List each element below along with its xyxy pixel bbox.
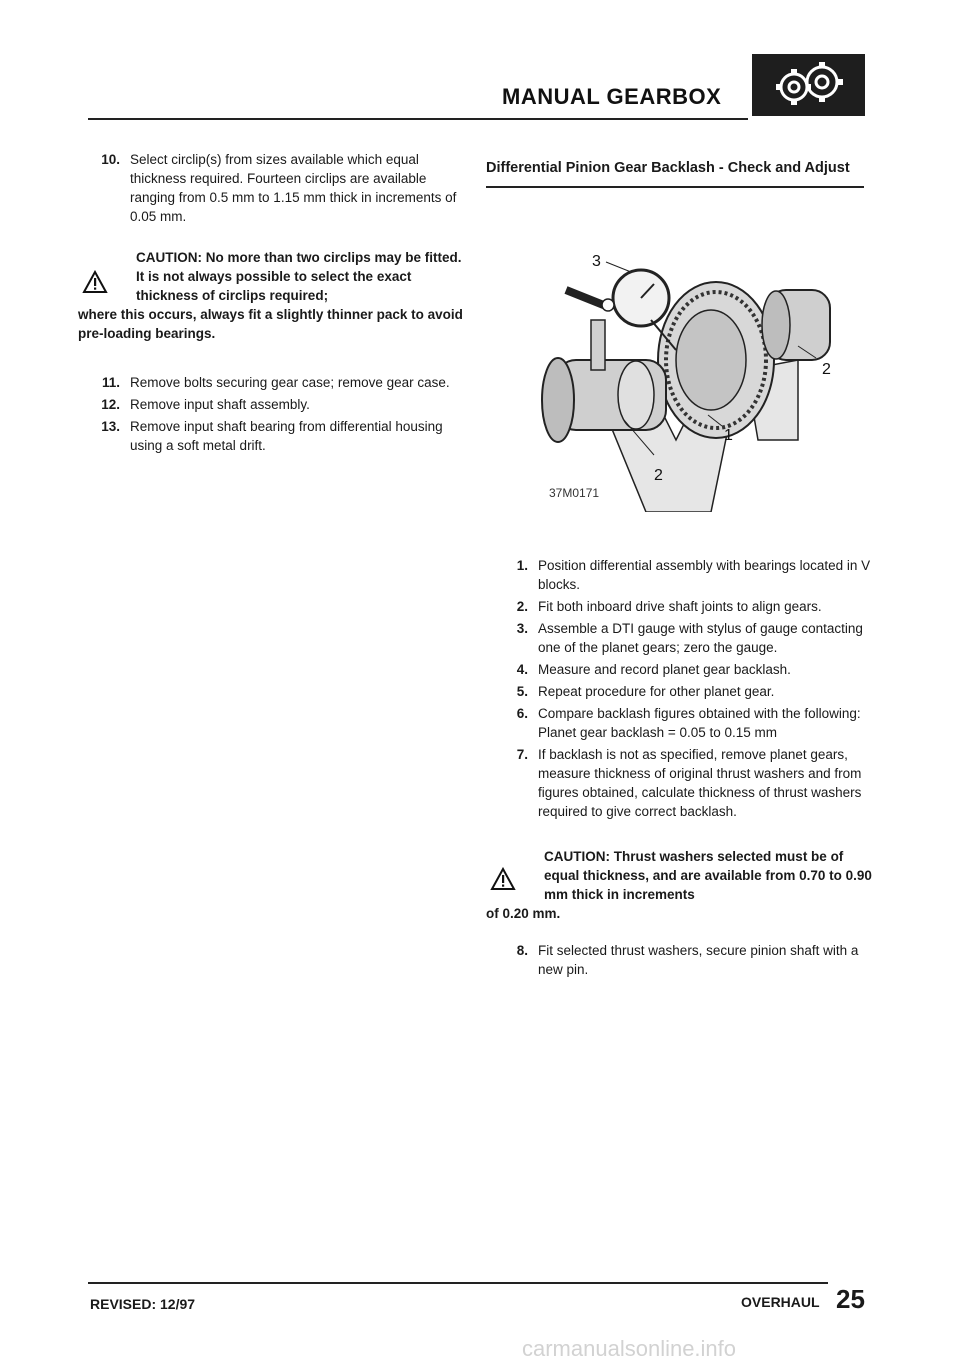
step-text: Measure and record planet gear backlash.	[538, 662, 791, 677]
left-column	[78, 150, 463, 458]
step-number: 3.	[516, 621, 528, 636]
step-item	[486, 682, 876, 701]
step-text: If backlash is not as specified, remove planet gears, measure thickness of original thrust washers and from figures obtained, calculate thickness of thrust washers required to give correct backlash.	[538, 747, 862, 819]
callout-label: 2	[654, 467, 663, 484]
gearbox-gears-icon	[752, 54, 865, 116]
steps-11-13	[78, 373, 463, 455]
step-number: 1.	[516, 558, 528, 573]
right-column-header	[486, 150, 876, 188]
callout-label: 1	[724, 427, 733, 444]
step-text: Remove bolts securing gear case; remove gear case.	[130, 375, 450, 390]
step-number: 10.	[101, 152, 120, 167]
step-item	[486, 619, 876, 657]
left-joint-end	[542, 358, 574, 442]
step-number: 4.	[516, 662, 528, 677]
step-item	[486, 556, 876, 594]
revision-date: REVISED: 12/97	[90, 1296, 196, 1312]
step-item	[78, 373, 463, 392]
steps-10	[78, 150, 463, 226]
caution-lead-text: CAUTION: Thrust washers selected must be of equal thickness, and are available from 0.70 to 0.90 mm thick in increments	[544, 849, 872, 902]
caution-tail-text: where this occurs, always fit a slightly thinner pack to avoid pre-loading bearings.	[78, 307, 463, 341]
footer-rule	[88, 1282, 828, 1284]
callout-3-line	[606, 262, 631, 272]
step-item	[486, 660, 876, 679]
step-text: Remove input shaft assembly.	[130, 397, 310, 412]
step-item	[486, 745, 876, 821]
step-text: Repeat procedure for other planet gear.	[538, 684, 775, 699]
step-number: 13.	[101, 419, 120, 434]
step-text: Compare backlash figures obtained with the following: Planet gear backlash = 0.05 to 0.15 mm	[538, 706, 861, 740]
left-bearing	[618, 361, 654, 429]
caution-tail-text: of 0.20 mm.	[486, 906, 561, 921]
step-text: Fit both inboard drive shaft joints to align gears.	[538, 599, 822, 614]
callout-label: 3	[592, 253, 601, 270]
step-item	[486, 704, 876, 742]
warning-triangle-icon	[82, 270, 108, 294]
step-item	[486, 597, 876, 616]
header-rule	[88, 118, 748, 120]
page-number: 25	[836, 1284, 865, 1314]
section-name: OVERHAUL	[741, 1294, 820, 1310]
gauge-stand	[591, 320, 605, 370]
section-title: Differential Pinion Gear Backlash - Check and Adjust	[486, 160, 850, 176]
step-item	[486, 941, 876, 979]
step-text: Assemble a DTI gauge with stylus of gauge contacting one of the planet gears; zero the gauge.	[538, 621, 863, 655]
step-text: Fit selected thrust washers, secure pinion shaft with a new pin.	[538, 943, 859, 977]
caution-thrust-washers	[486, 847, 876, 923]
step-text: Select circlip(s) from sizes available which equal thickness required. Fourteen circlips are available ranging from 0.5 mm to 1.15 mm thick in increments of 0.05 mm.	[130, 152, 457, 224]
step-item	[78, 417, 463, 455]
step-number: 2.	[516, 599, 528, 614]
differential-backlash-figure	[536, 250, 836, 512]
caution-circlips	[78, 248, 463, 343]
differential-housing	[676, 310, 746, 410]
caution-lead-text: CAUTION: No more than two circlips may be fitted. It is not always possible to select the exact thickness of circlips required;	[136, 250, 462, 303]
watermark-text: carmanualsonline.info	[522, 1336, 737, 1361]
page-header-title: MANUAL GEARBOX	[502, 84, 722, 109]
step-number: 11.	[101, 375, 120, 390]
right-column-body	[486, 556, 876, 982]
step-text: Remove input shaft bearing from differential housing using a soft metal drift.	[130, 419, 443, 453]
gauge-clamp	[602, 299, 614, 311]
step-item	[78, 150, 463, 226]
callout-label: 2	[822, 361, 831, 378]
step-number: 5.	[516, 684, 528, 699]
section-rule	[486, 186, 864, 188]
step-text: Position differential assembly with bearings located in V blocks.	[538, 558, 871, 592]
step-number: 6.	[516, 706, 528, 721]
steps-8	[486, 941, 876, 979]
figure-code: 37M0171	[549, 486, 600, 500]
step-number: 7.	[516, 747, 528, 762]
warning-triangle-icon	[490, 867, 516, 891]
step-number: 8.	[516, 943, 528, 958]
right-joint-end	[762, 291, 790, 359]
step-number: 12.	[101, 397, 120, 412]
steps-1-7	[486, 556, 876, 821]
step-item	[78, 395, 463, 414]
